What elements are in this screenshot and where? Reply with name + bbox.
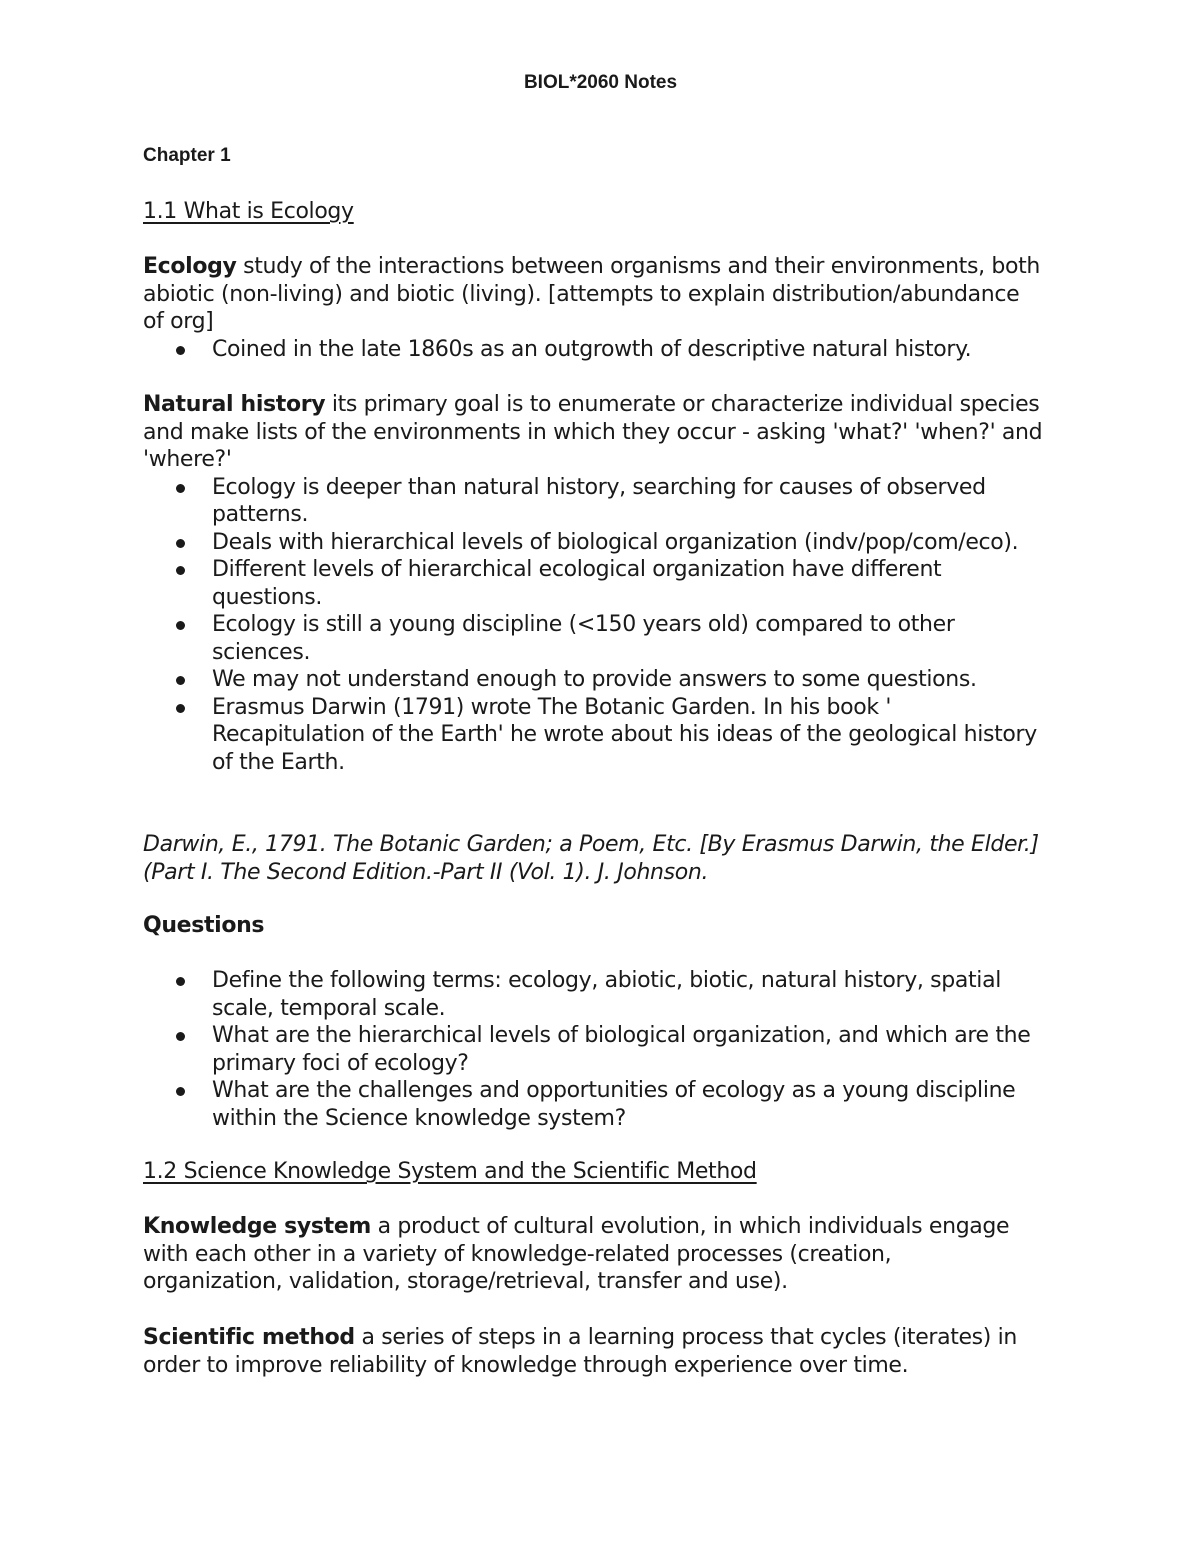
list-item — [143, 529, 1043, 557]
bullet-icon — [176, 676, 185, 685]
spacer — [143, 940, 1043, 968]
natural-history-bullet-list — [143, 474, 1043, 777]
knowledge-system-definition — [143, 1213, 1023, 1296]
list-item-text: What are the challenges and opportunities of ecology as a young discipline within the Science knowledge system? — [212, 1078, 1016, 1131]
bullet-icon — [176, 484, 185, 493]
list-item — [143, 694, 1043, 777]
list-item — [143, 556, 1043, 611]
list-item-text: Ecology is deeper than natural history, searching for causes of observed patterns. — [212, 474, 986, 527]
document-title: BIOL*2060 Notes — [523, 72, 678, 93]
bullet-icon — [176, 977, 185, 986]
list-item-text: Different levels of hierarchical ecological organization have different questions. — [212, 557, 942, 610]
list-item-text: Define the following terms: ecology, abiotic, biotic, natural history, spatial scale, temporal scale. — [212, 968, 1001, 1021]
list-item — [143, 1077, 1043, 1132]
list-item-text: Ecology is still a young discipline (<150 years old) compared to other sciences. — [212, 612, 955, 665]
list-item — [143, 611, 1043, 666]
ecology-bullet-list — [143, 336, 1043, 364]
citation: Darwin, E., 1791. The Botanic Garden; a Poem, Etc. [By Erasmus Darwin, the Elder.] (Part I. The Second Edition.-Part II (Vol. 1). J. Johnson. — [143, 832, 1039, 885]
ecology-definition-block — [143, 253, 1043, 363]
scientific-method-definition — [143, 1324, 1023, 1379]
list-item-text: We may not understand enough to provide answers to some questions. — [212, 667, 977, 692]
list-item-text: What are the hierarchical levels of biological organization, and which are the primary foci of ecology? — [212, 1023, 1031, 1076]
term-scientific-method: Scientific method — [143, 1325, 355, 1350]
term-natural-history: Natural history — [143, 392, 326, 417]
bullet-icon — [176, 1032, 185, 1041]
list-item-text: Deals with hierarchical levels of biological organization (indv/pop/com/eco). — [212, 529, 1019, 555]
list-item — [143, 336, 1043, 364]
chapter-heading: Chapter 1 — [143, 145, 231, 166]
knowledge-system-block — [143, 1213, 1023, 1296]
bullet-icon — [176, 621, 185, 630]
bullet-icon — [176, 346, 185, 355]
list-item — [143, 1022, 1043, 1077]
section-1-1 — [143, 198, 1073, 226]
natural-history-block — [143, 391, 1043, 776]
knowledge-system-definition-text: a product of cultural evolution, in which individuals engage with each other in a variety of knowledge-related processes (creation, organization, validation, storage/retrieval, transfer and use). — [143, 1214, 1010, 1294]
list-item — [143, 666, 1043, 694]
term-ecology: Ecology — [143, 254, 237, 279]
bullet-icon — [176, 704, 185, 713]
citation-block — [143, 831, 1058, 886]
list-item-text: Erasmus Darwin (1791) wrote The Botanic Garden. In his book ' Recapitulation of the Earth' he wrote about his ideas of the geological history of the Earth. — [212, 694, 1037, 775]
ecology-definition-text: study of the interactions between organisms and their environments, both abiotic (non-living) and biotic (living). [attempts to explain distribution/abundance of org] — [143, 254, 1040, 334]
bullet-icon — [176, 566, 185, 575]
ecology-definition — [143, 253, 1043, 336]
bullet-icon — [176, 1087, 185, 1096]
list-item — [143, 474, 1043, 529]
list-item — [143, 967, 1043, 1022]
natural-history-definition-text: its primary goal is to enumerate or characterize individual species and make lists of the environments in which they occur - asking 'what?' 'when?' and 'where?' — [143, 392, 1043, 472]
term-knowledge-system: Knowledge system — [143, 1214, 371, 1239]
section-1-2 — [143, 1158, 1073, 1186]
natural-history-definition — [143, 391, 1043, 474]
bullet-icon — [176, 539, 185, 548]
section-heading: 1.1 What is Ecology — [143, 199, 354, 224]
scientific-method-block — [143, 1324, 1023, 1379]
section-heading: 1.2 Science Knowledge System and the Scientific Method — [143, 1159, 757, 1184]
questions-block — [143, 912, 1043, 1132]
scientific-method-definition-text: a series of steps in a learning process that cycles (iterates) in order to improve reliability of knowledge through experience over time. — [143, 1325, 1018, 1378]
questions-heading: Questions — [143, 913, 265, 938]
questions-list — [143, 967, 1043, 1132]
list-item-text: Coined in the late 1860s as an outgrowth of descriptive natural history. — [212, 336, 972, 362]
